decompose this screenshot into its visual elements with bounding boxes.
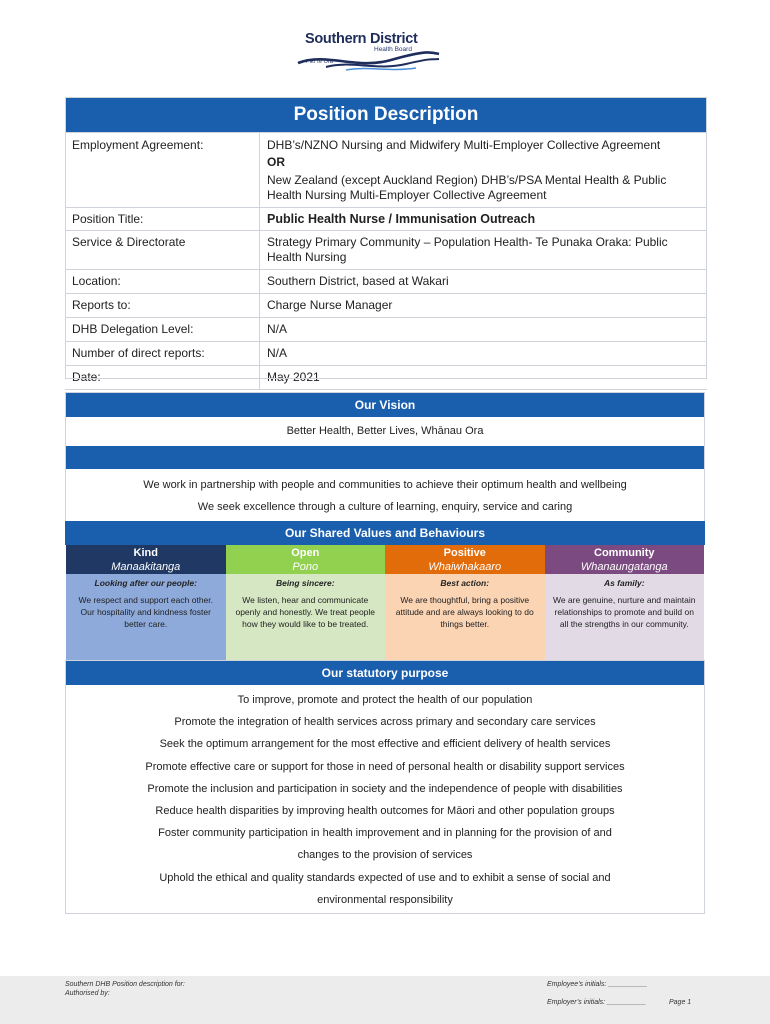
- vision-text: Better Health, Better Lives, Whānau Ora: [286, 425, 484, 437]
- value-subtitle: As family:: [603, 578, 645, 588]
- table-row: [65, 133, 707, 208]
- purpose-line: Promote the integration of health services across primary and secondary care services: [174, 716, 596, 729]
- purpose-line: Reduce health disparities by improving health outcomes for Māori and other population groups: [155, 805, 615, 818]
- value-positive: [385, 545, 545, 660]
- value-description: We are thoughtful, bring a positive attitude and are always looking to do things better.: [395, 595, 534, 629]
- value-community: [545, 545, 705, 660]
- footer-position-for: Southern DHB Position description for:: [65, 981, 185, 988]
- mission-line: We seek excellence through a culture of learning, enquiry, service and caring: [197, 501, 573, 513]
- logo-subtitle: Health Board: [374, 46, 412, 53]
- logo-tagline: Piki Te Ora: [306, 59, 333, 65]
- values-grid: [66, 545, 704, 660]
- row-label: Employment Agreement:: [65, 133, 260, 208]
- value-kind: [66, 545, 226, 660]
- row-label: Number of direct reports:: [65, 342, 260, 366]
- purpose-line: Promote effective care or support for those in need of personal health or disability support services: [145, 760, 625, 773]
- values-heading: Our Shared Values and Behaviours: [65, 521, 705, 545]
- vision-divider-bar: [66, 446, 704, 469]
- delegation-value: N/A: [260, 318, 708, 342]
- table-row: [65, 270, 707, 294]
- value-description: We listen, hear and communicate openly and honestly. We treat people how they would like to be treated.: [235, 595, 376, 629]
- value-name: Positive: [443, 547, 486, 559]
- row-label: Date:: [65, 366, 260, 390]
- purpose-line: Promote the inclusion and participation in society and the independence of people with disabilities: [147, 782, 623, 795]
- service-value: Strategy Primary Community – Population Health- Te Punaka Oraka: Public Health Nursing: [260, 231, 708, 270]
- logo-title: Southern District: [305, 31, 418, 47]
- position-description-table: [65, 97, 707, 390]
- value-name: Kind: [133, 547, 158, 559]
- value-description: We are genuine, nurture and maintain relationships to promote and build on all the strengths in our community.: [552, 595, 696, 629]
- table-row: [65, 231, 707, 270]
- footer-page-number: Page 1: [669, 999, 692, 1006]
- agreement-or: OR: [267, 155, 285, 169]
- position-title-value: Public Health Nurse / Immunisation Outreach: [260, 208, 708, 231]
- purpose-line: environmental responsibility: [317, 893, 453, 906]
- value-subtitle: Best action:: [440, 578, 490, 588]
- purpose-panel: [65, 660, 705, 914]
- agreement-line-1: DHB’s/NZNO Nursing and Midwifery Multi-Employer Collective Agreement: [267, 138, 661, 152]
- value-description: We respect and support each other. Our hospitality and kindness foster better care.: [78, 595, 213, 629]
- table-row: [65, 342, 707, 366]
- purpose-line: To improve, promote and protect the health of our population: [237, 694, 533, 706]
- reports-to-value: Charge Nurse Manager: [260, 294, 708, 318]
- table-row: [65, 366, 707, 390]
- footer-employer-initials: Employer’s initials: __________: [547, 999, 646, 1006]
- value-maori: Pono: [292, 561, 319, 573]
- purpose-heading: Our statutory purpose: [66, 661, 704, 685]
- footer-authorised-by: Authorised by:: [65, 990, 110, 997]
- vision-heading: Our Vision: [66, 393, 704, 417]
- mission-line: We work in partnership with people and communities to achieve their optimum health and wellbeing: [143, 479, 627, 491]
- value-name: Community: [594, 547, 655, 559]
- value-open: [226, 545, 386, 660]
- table-row: [65, 318, 707, 342]
- row-label: Location:: [65, 270, 260, 294]
- date-value: May 2021: [260, 366, 708, 390]
- row-label: Service & Directorate: [65, 231, 260, 270]
- sdhb-logo: [296, 30, 441, 72]
- values-header: [65, 521, 705, 545]
- row-label: Position Title:: [65, 208, 260, 231]
- value-maori: Whanaungatanga: [580, 561, 668, 573]
- agreement-line-2: New Zealand (except Auckland Region) DHB’s/PSA Mental Health & Public Health Nursing Multi-Employer Collective Agreement: [267, 173, 667, 202]
- purpose-line: Seek the optimum arrangement for the most effective and efficient delivery of health services: [159, 738, 611, 751]
- value-subtitle: Being sincere:: [275, 578, 335, 588]
- purpose-line: changes to the provision of services: [297, 849, 473, 862]
- value-subtitle: Looking after our people:: [94, 578, 197, 588]
- page-title: Position Description: [65, 97, 707, 133]
- page-footer: [0, 976, 770, 1024]
- table-row: [65, 294, 707, 318]
- value-name: Open: [291, 547, 320, 559]
- row-label: Reports to:: [65, 294, 260, 318]
- value-maori: Manaakitanga: [111, 561, 181, 573]
- purpose-line: Foster community participation in health improvement and in planning for the provision of and: [158, 827, 612, 840]
- row-label: DHB Delegation Level:: [65, 318, 260, 342]
- table-row: [65, 208, 707, 231]
- vision-panel: [65, 392, 705, 522]
- footer-employee-initials: Employee’s initials: __________: [547, 981, 648, 988]
- direct-reports-value: N/A: [260, 342, 708, 366]
- purpose-line: Uphold the ethical and quality standards expected of use and to exhibit a sense of social and: [159, 871, 611, 884]
- location-value: Southern District, based at Wakari: [260, 270, 708, 294]
- value-maori: Whaiwhakaaro: [428, 561, 502, 573]
